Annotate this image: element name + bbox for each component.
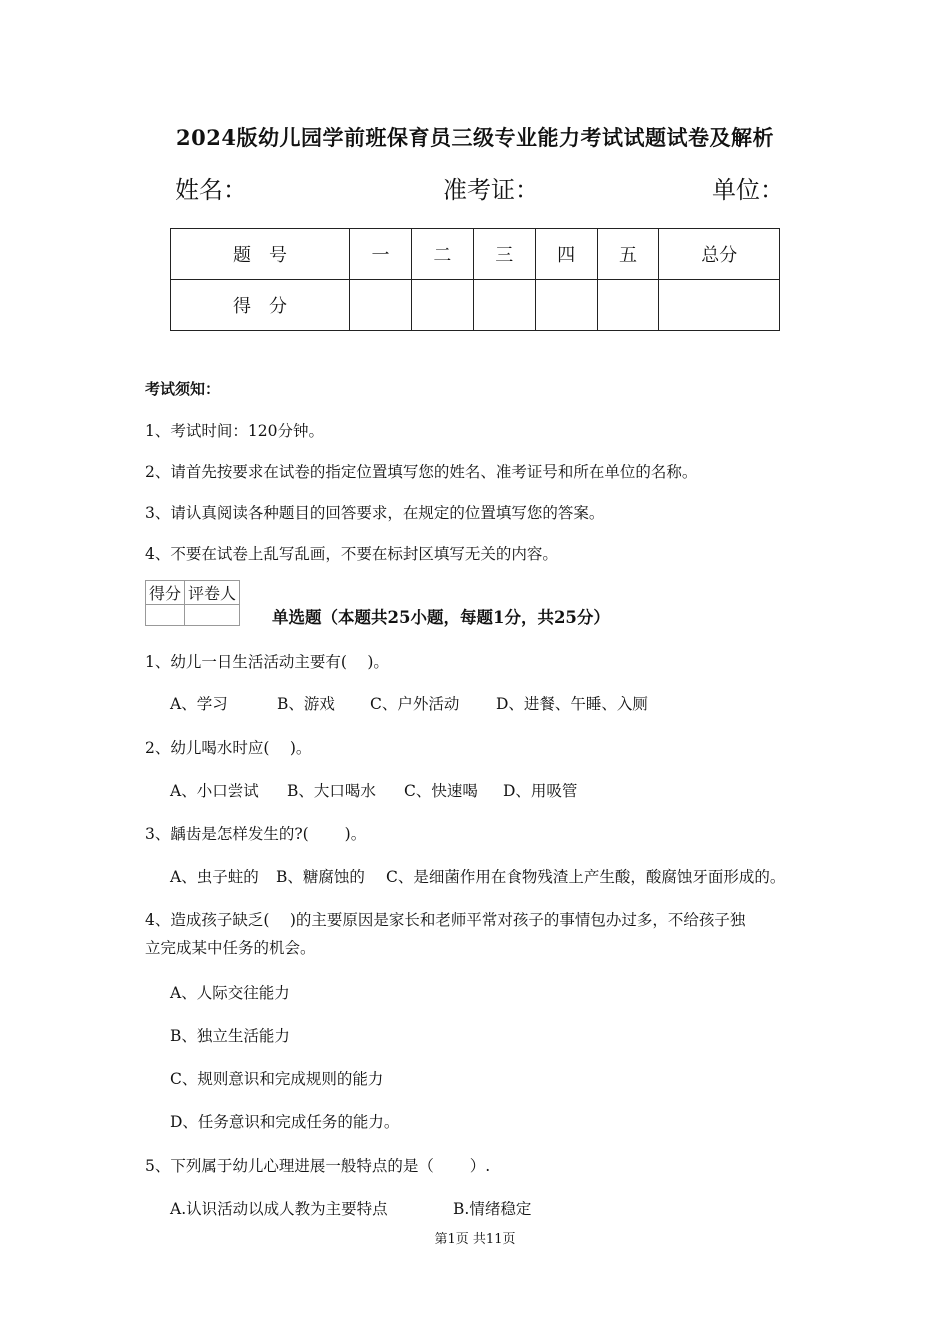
option: B.情绪稳定 xyxy=(453,1200,532,1218)
question-text: 2、幼儿喝水时应( )。 xyxy=(145,739,312,757)
header-cell: 一 xyxy=(350,229,412,280)
header-cell: 四 xyxy=(535,229,597,280)
score-table-score-row xyxy=(171,280,780,331)
score-cell[interactable] xyxy=(350,280,412,331)
row-label-cell: 得 分 xyxy=(171,280,350,331)
section-title: 单选题（本题共25小题，每题1分，共25分） xyxy=(272,608,610,627)
option: A、学习 xyxy=(170,695,228,713)
header-cell: 五 xyxy=(597,229,659,280)
option: C、规则意识和完成规则的能力 xyxy=(170,1070,384,1088)
grader-score-cell[interactable] xyxy=(146,605,185,626)
question-text: 4、造成孩子缺乏( )的主要原因是家长和老师平常对孩子的事情包办过多，不给孩子独 xyxy=(145,911,746,929)
grader-table xyxy=(145,580,240,626)
option: B、大口喝水 xyxy=(287,782,376,800)
notes-heading: 考试须知： xyxy=(145,380,221,398)
question-text: 5、下列属于幼儿心理进展一般特点的是（ ）. xyxy=(145,1157,491,1175)
score-cell[interactable] xyxy=(473,280,535,331)
option: A、人际交往能力 xyxy=(170,984,290,1002)
grader-score-label: 得分 xyxy=(146,581,185,605)
note-item: 1、考试时间：120分钟。 xyxy=(145,422,324,440)
option: A、小口尝试 xyxy=(170,782,259,800)
option: C、快速喝 xyxy=(404,782,478,800)
option: C、是细菌作用在食物残渣上产生酸，酸腐蚀牙面形成的。 xyxy=(386,868,786,886)
header-cell: 总分 xyxy=(659,229,780,280)
score-cell[interactable] xyxy=(535,280,597,331)
unit-field-label: 单位： xyxy=(712,176,784,204)
note-item: 2、请首先按要求在试卷的指定位置填写您的姓名、准考证号和所在单位的名称。 xyxy=(145,463,698,481)
grader-name-cell[interactable] xyxy=(185,605,240,626)
option: A、虫子蛀的 xyxy=(170,868,259,886)
score-cell[interactable] xyxy=(659,280,780,331)
question-text-continued: 立完成某中任务的机会。 xyxy=(145,939,316,957)
option: D、用吸管 xyxy=(503,782,578,800)
name-field-label: 姓名： xyxy=(175,176,247,204)
exam-id-field-label: 准考证： xyxy=(443,176,539,204)
grader-name-label: 评卷人 xyxy=(185,581,240,605)
option: B、游戏 xyxy=(277,695,335,713)
header-cell: 二 xyxy=(411,229,473,280)
question-text: 3、龋齿是怎样发生的?( )。 xyxy=(145,825,367,843)
score-table xyxy=(170,228,780,331)
option: B、糖腐蚀的 xyxy=(276,868,365,886)
page-footer: 第1页 共11页 xyxy=(434,1232,516,1247)
score-table-header-row xyxy=(171,229,780,280)
score-cell[interactable] xyxy=(597,280,659,331)
score-cell[interactable] xyxy=(411,280,473,331)
question-text: 1、幼儿一日生活活动主要有( )。 xyxy=(145,653,389,671)
option: C、户外活动 xyxy=(370,695,460,713)
note-item: 4、不要在试卷上乱写乱画，不要在标封区填写无关的内容。 xyxy=(145,545,558,563)
note-item: 3、请认真阅读各种题目的回答要求，在规定的位置填写您的答案。 xyxy=(145,504,605,522)
option: D、进餐、午睡、入厕 xyxy=(496,695,648,713)
option: A.认识活动以成人教为主要特点 xyxy=(170,1200,388,1218)
option: D、任务意识和完成任务的能力。 xyxy=(170,1113,400,1131)
document-title: 2024版幼儿园学前班保育员三级专业能力考试试题试卷及解析 xyxy=(176,125,774,150)
option: B、独立生活能力 xyxy=(170,1027,290,1045)
header-cell: 三 xyxy=(473,229,535,280)
header-cell: 题 号 xyxy=(171,229,350,280)
